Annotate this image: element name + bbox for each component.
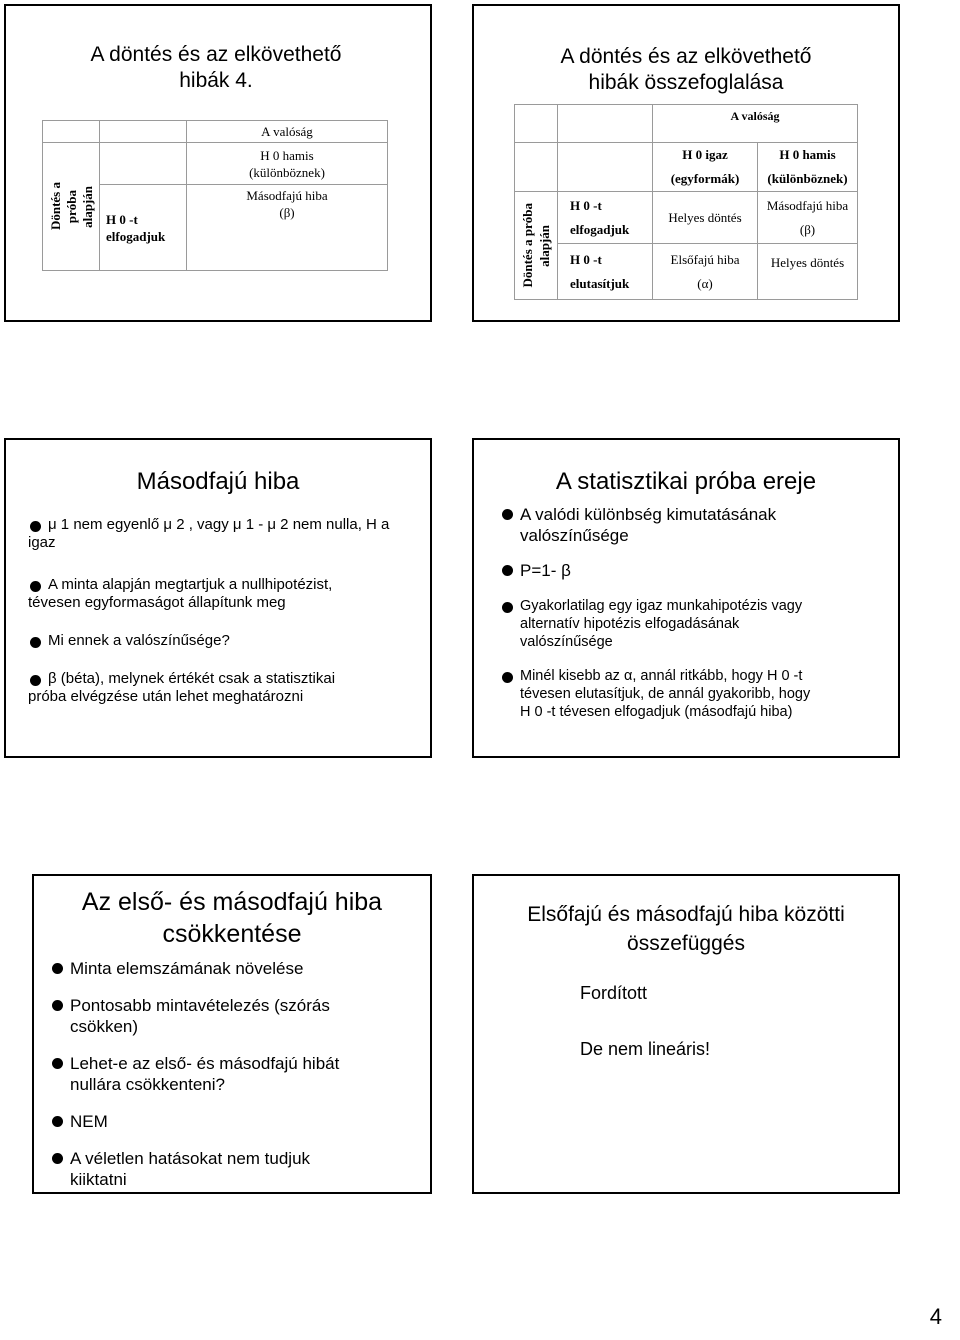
empty-cell xyxy=(558,105,653,143)
side-label: Döntés a próba alapján xyxy=(515,192,558,300)
empty-cell xyxy=(515,143,558,192)
slide-2 xyxy=(472,4,900,322)
bullet-icon xyxy=(30,581,41,592)
slide-1-title: A döntés és az elkövethető hibák 4. xyxy=(90,43,342,92)
page-number: 4 xyxy=(929,1304,942,1329)
list-item: P=1- β xyxy=(500,560,892,581)
list-item: μ 1 nem egyenlő μ 2 , vagy μ 1 - μ 2 nem nulla, H a igaz xyxy=(28,516,390,551)
empty-cell xyxy=(515,105,558,143)
slide-1-table xyxy=(42,120,388,271)
slide-3 xyxy=(4,438,432,758)
list-item: Pontosabb mintavételezés (szórás csökken) xyxy=(50,995,424,1037)
bullet-icon xyxy=(30,521,41,532)
empty-cell xyxy=(100,121,187,143)
empty-cell xyxy=(43,121,100,143)
bullet-icon xyxy=(502,565,513,576)
list-item: A valódi különbség kimutatásának valószínűsége xyxy=(500,504,892,546)
cell-correct-decision: Helyes döntés xyxy=(758,244,858,300)
empty-cell xyxy=(100,143,187,185)
list-item: Minta elemszámának növelése xyxy=(50,958,424,979)
list-item: A minta alapján megtartjuk a nullhipotézist, tévesen egyformaságot állapítunk meg xyxy=(28,576,333,611)
col-header-h0-true: H 0 igaz (egyformák) xyxy=(653,143,758,192)
bullet-icon xyxy=(52,1000,63,1011)
bullet-icon xyxy=(30,675,41,686)
list-item: Minél kisebb az α, annál ritkább, hogy H 0 -t tévesen elutasítjuk, de annál gyakoribb, hogy H 0 -t tévesen elfogadjuk (másodfajú hiba) xyxy=(500,667,892,721)
slide-5 xyxy=(32,874,432,1194)
list-item: NEM xyxy=(50,1111,424,1132)
bullet-icon xyxy=(52,1116,63,1127)
slide-3-title: Másodfajú hiba xyxy=(136,468,300,495)
slide-1 xyxy=(4,4,432,322)
row-label: H 0 -t elfogadjuk xyxy=(100,185,187,271)
bullet-list xyxy=(500,504,892,721)
bullet-icon xyxy=(52,1153,63,1164)
list-item: A véletlen hatásokat nem tudjuk kiiktatni xyxy=(50,1148,424,1190)
col-header: H 0 hamis (különböznek) xyxy=(187,143,388,185)
table-header: A valóság xyxy=(187,121,388,143)
table-header: A valóság xyxy=(653,105,858,143)
slide-4-title: A statisztikai próba ereje xyxy=(555,468,817,495)
slide-6-line-1: Fordított xyxy=(580,983,648,1003)
col-header-h0-false: H 0 hamis (különböznek) xyxy=(758,143,858,192)
list-item: β (béta), melynek értékét csak a statisztikai próba elvégzése után lehet meghatározni xyxy=(28,670,336,705)
slide-2-title: A döntés és az elkövethető hibák összefoglalása xyxy=(560,45,812,94)
cell-type-i-error: Elsőfajú hiba (α) xyxy=(653,244,758,300)
bullet-icon xyxy=(502,509,513,520)
slide-5-title: Az első- és másodfajú hiba csökkentése xyxy=(81,888,383,948)
bullet-icon xyxy=(52,1058,63,1069)
bullet-list xyxy=(28,516,420,706)
row-label-reject: H 0 -t elutasítjuk xyxy=(558,244,653,300)
empty-cell xyxy=(558,143,653,192)
row-label-accept: H 0 -t elfogadjuk xyxy=(558,192,653,244)
slide-6-line-2: De nem lineáris! xyxy=(580,1039,711,1059)
cell-type-ii-error: Másodfajú hiba (β) xyxy=(187,185,388,271)
bullet-icon xyxy=(30,637,41,648)
slide-2-table xyxy=(514,104,858,300)
list-item: Lehet-e az első- és másodfajú hibát nullára csökkenteni? xyxy=(50,1053,424,1095)
bullet-list xyxy=(50,958,424,1190)
bullet-icon xyxy=(502,602,513,613)
list-item: Gyakorlatilag egy igaz munkahipotézis vagy alternatív hipotézis elfogadásának valószínűsége xyxy=(500,597,892,651)
bullet-icon xyxy=(52,963,63,974)
cell-correct-decision: Helyes döntés xyxy=(653,192,758,244)
cell-type-ii-error: Másodfajú hiba (β) xyxy=(758,192,858,244)
slide-6 xyxy=(472,874,900,1194)
list-item: Mi ennek a valószínűsége? xyxy=(28,632,420,650)
slide-6-title: Elsőfajú és másodfajú hiba közötti összefüggés xyxy=(527,903,845,955)
slide-4 xyxy=(472,438,900,758)
bullet-icon xyxy=(502,672,513,683)
side-label: Döntés a próba alapján xyxy=(43,143,100,271)
